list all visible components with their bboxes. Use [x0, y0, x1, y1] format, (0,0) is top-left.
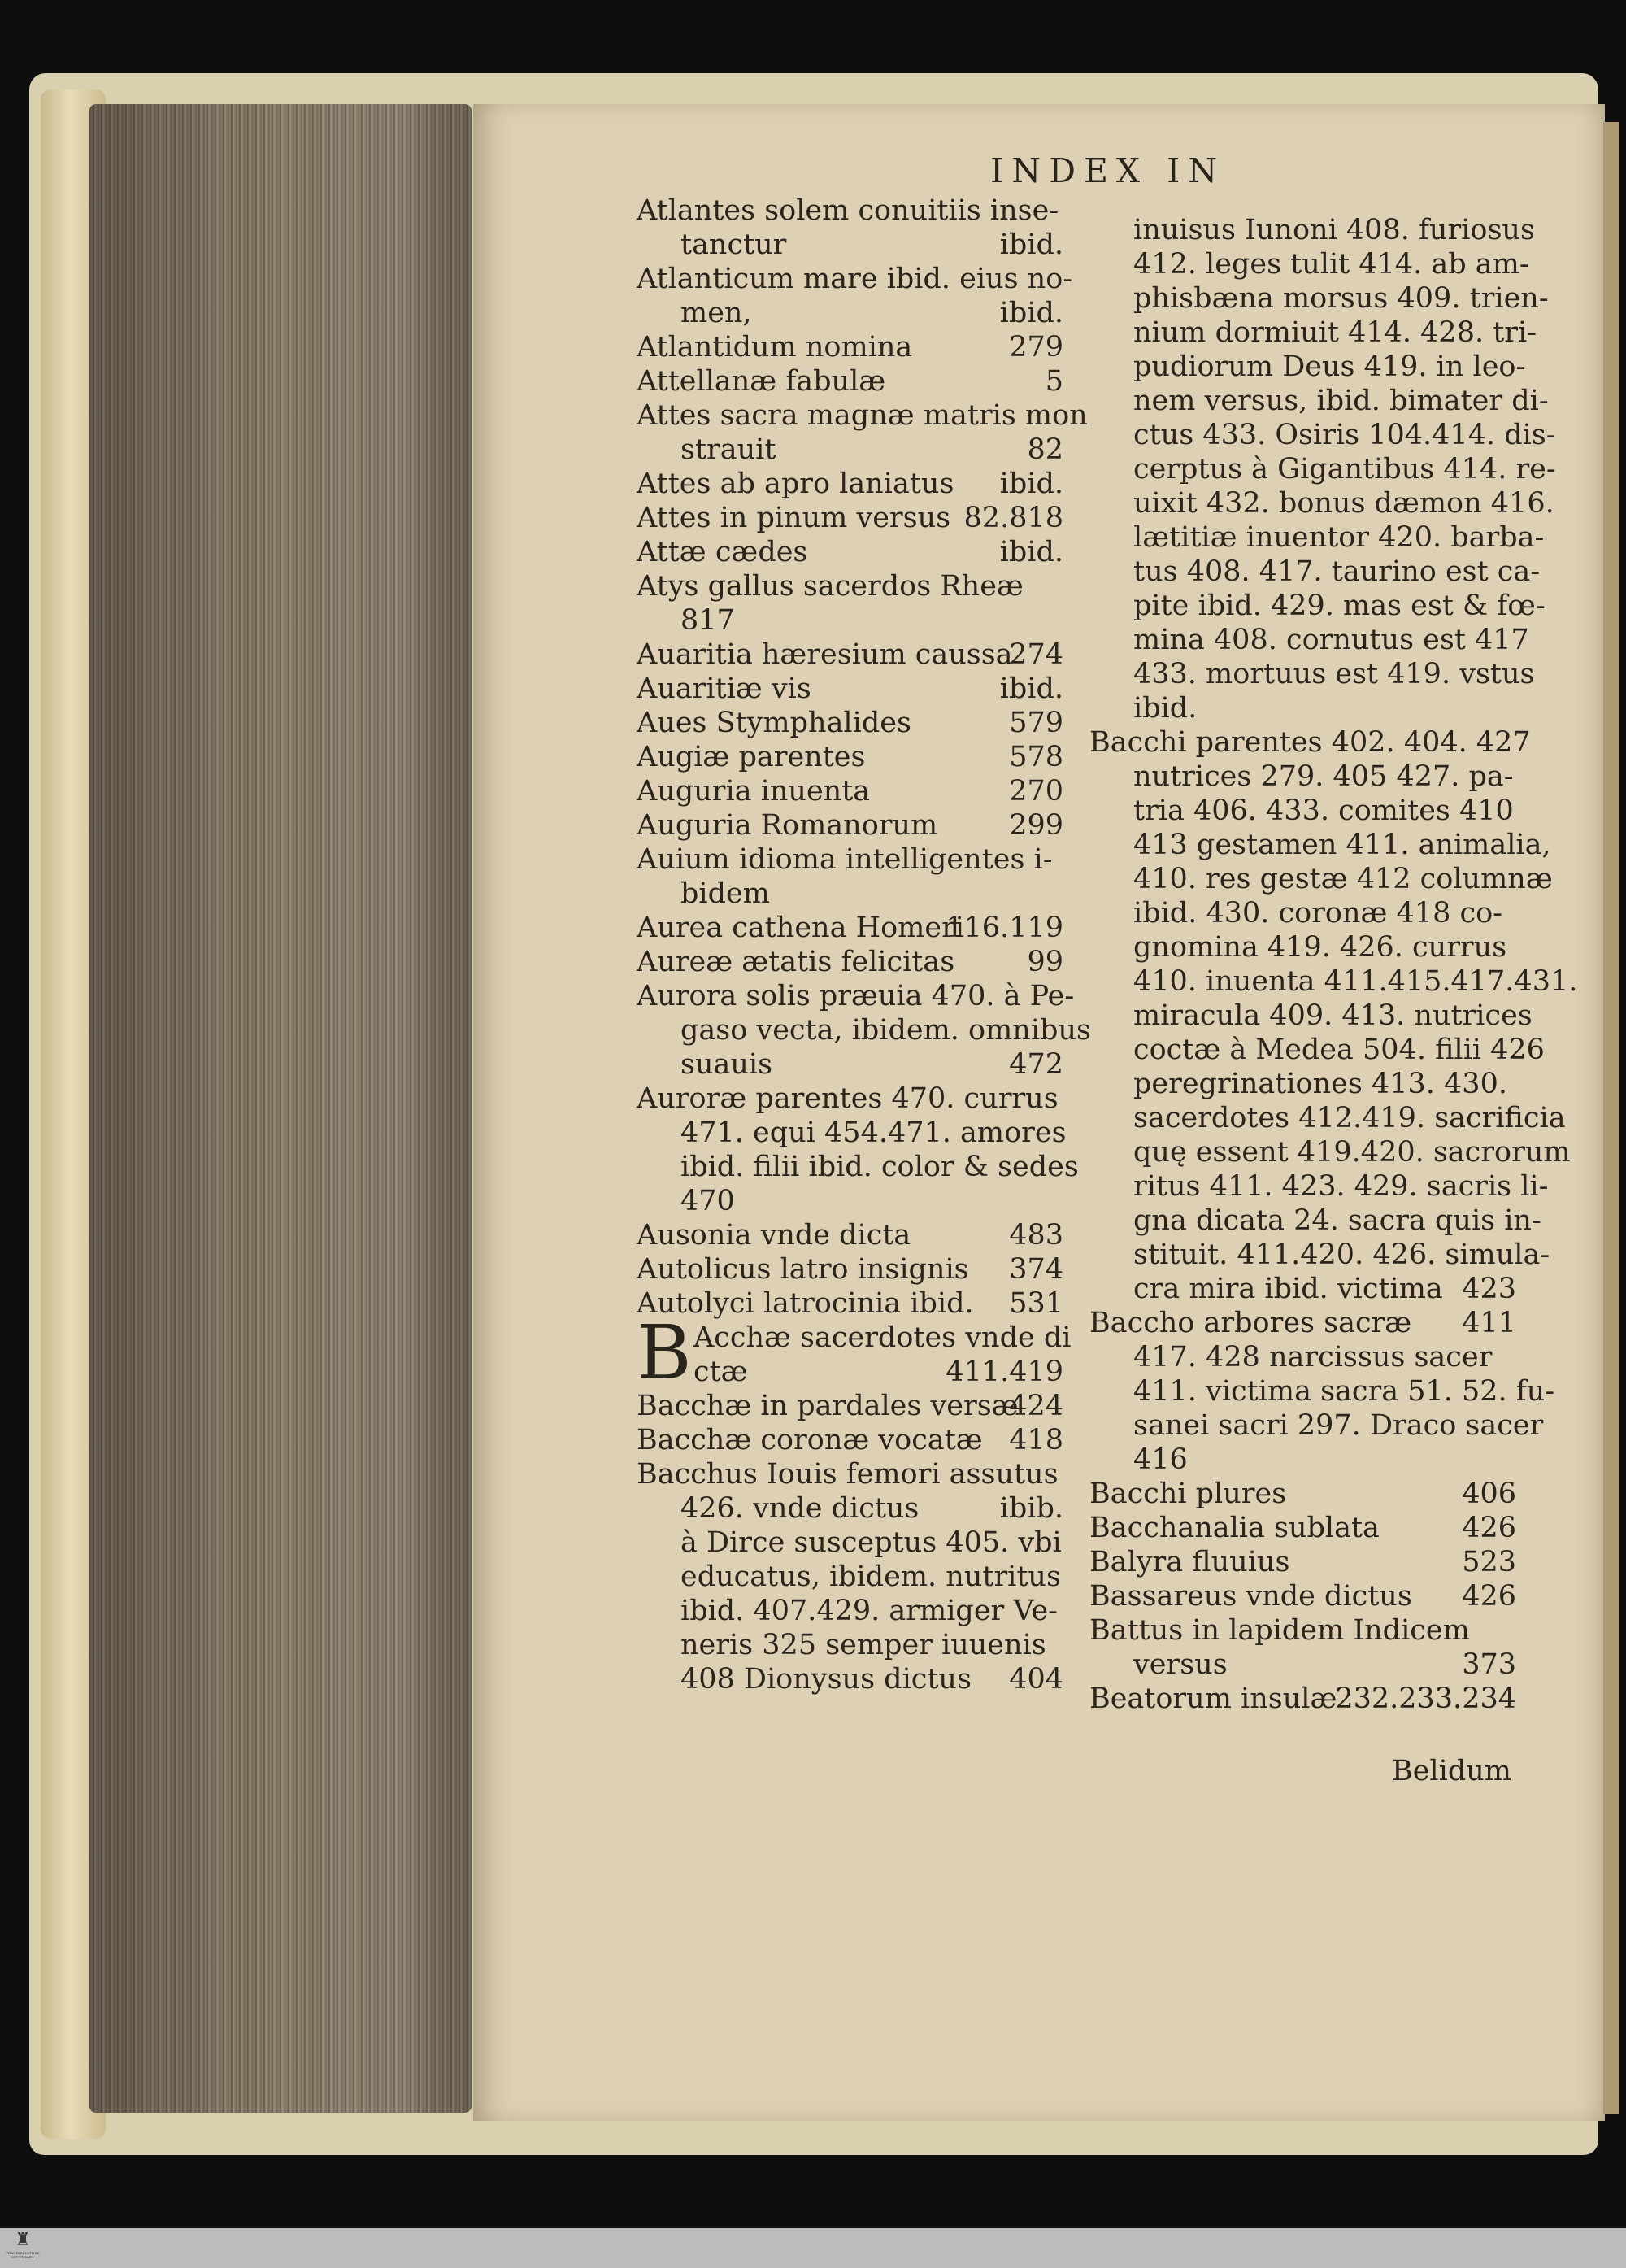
index-entry-text: Atlantes solem conuitiis inse- [637, 194, 1059, 227]
index-entry [637, 364, 1063, 398]
index-entry-text: stituit. 411.420. 426. simula- [1133, 1238, 1550, 1271]
index-entry-text: neris 325 semper iuuenis [680, 1629, 1046, 1661]
index-entry-page-ref: ibid. [999, 673, 1063, 705]
dropcap-entry [637, 1309, 1072, 1396]
index-entry-page-ref: 426 [1462, 1512, 1516, 1544]
index-entry-text: Auaritia hæresium caussa [637, 638, 1013, 671]
index-entry [637, 1594, 1063, 1628]
index-entry [637, 569, 1063, 603]
index-entry [637, 1082, 1063, 1116]
index-entry-page-ref: 418 [1009, 1424, 1063, 1456]
index-entry-text: miracula 409. 413. nutrices [1133, 999, 1533, 1032]
index-entry-text: Attæ cædes [637, 536, 808, 568]
index-entry-page-ref: 483 [1009, 1219, 1063, 1252]
index-entry [637, 740, 1063, 774]
index-entry-page-ref: 373 [1462, 1648, 1516, 1681]
index-entry-page-ref: 523 [1462, 1546, 1516, 1578]
index-entry-text: gna dicata 24. sacra quis in- [1133, 1204, 1541, 1237]
index-entry-text: Auroræ parentes 470. currus [637, 1082, 1059, 1115]
index-entry [637, 535, 1063, 569]
index-entry-text: Aurea cathena Homeri [637, 912, 964, 944]
index-entry [1089, 1272, 1516, 1306]
index-entry [1089, 418, 1556, 452]
index-entry-page-ref: 99 [1027, 946, 1063, 978]
index-entry [1089, 555, 1541, 589]
index-entry-text: 411. victima sacra 51. 52. fu- [1133, 1375, 1555, 1408]
index-entry-page-ref: 579 [1009, 707, 1063, 739]
index-entry [1089, 760, 1516, 794]
index-entry [637, 330, 1063, 364]
index-entry-text: Autolyci latrocinia ibid. [637, 1287, 974, 1320]
index-entry-text: Auaritiæ vis [637, 673, 811, 705]
index-entry-text: pudiorum Deus 419. in leo- [1133, 350, 1526, 383]
index-entry [1089, 1101, 1566, 1135]
index-entry-text: quę essent 419.420. sacrorum [1133, 1136, 1571, 1169]
index-entry [637, 1218, 1063, 1252]
index-entry-text: 426. vnde dictus [680, 1492, 920, 1525]
index-entry [1089, 1613, 1516, 1648]
index-entry-text: Bacchæ coronæ vocatæ [637, 1424, 983, 1456]
index-entry-text: inuisus Iunoni 408. furiosus [1133, 214, 1535, 246]
index-entry [637, 945, 1063, 979]
index-entry-page-ref: 82.818 [963, 502, 1063, 534]
index-entry [637, 1150, 1079, 1184]
index-entry [1089, 1238, 1550, 1272]
index-column-left [637, 194, 1091, 1696]
index-entry [1089, 1682, 1516, 1716]
index-entry [637, 194, 1063, 228]
index-entry-text: Attes in pinum versus [637, 502, 951, 534]
catchword: Belidum [1392, 1755, 1511, 1787]
index-entry [637, 979, 1075, 1013]
index-entry [1089, 623, 1529, 657]
index-entry-page-ref: 578 [1009, 741, 1063, 773]
index-entry [637, 638, 1063, 672]
index-entry-text: cra mira ibid. victima [1133, 1273, 1443, 1305]
dropcap-line-2-text: ctæ [693, 1356, 748, 1388]
index-entry [637, 1389, 1063, 1423]
index-entry-text: suauis [680, 1048, 773, 1081]
index-entry [1089, 213, 1535, 247]
index-entry [637, 1184, 1063, 1218]
index-entry [637, 1491, 1063, 1526]
index-entry-page-ref: ibid. [999, 536, 1063, 568]
index-entry-text: ibid. [1133, 692, 1198, 725]
index-entry-text: Bacchæ in pardales versæ [637, 1390, 1019, 1422]
index-entry-page-ref: 274 [1009, 638, 1063, 671]
index-entry-text: educatus, ibidem. nutritus [680, 1561, 1061, 1593]
index-entry-page-ref: ibid. [999, 297, 1063, 329]
page-block-shade [89, 104, 472, 2113]
index-entry-page-ref: ibid. [999, 468, 1063, 500]
index-entry-page-ref: 406 [1462, 1478, 1516, 1510]
index-entry-page-ref: ibid. [999, 229, 1063, 261]
index-entry-text: ctus 433. Osiris 104.414. dis- [1133, 419, 1556, 451]
index-entry-text: sacerdotes 412.419. sacrificia [1133, 1102, 1566, 1134]
index-entry [637, 1116, 1067, 1150]
index-entry-text: cerptus à Gigantibus 414. re- [1133, 453, 1556, 485]
index-entry-text: 413 gestamen 411. animalia, [1133, 829, 1551, 861]
index-entry-text: mina 408. cornutus est 417 [1133, 624, 1529, 656]
index-entry-page-ref: 299 [1009, 809, 1063, 842]
index-entry-text: 410. res gestæ 412 columnæ [1133, 863, 1553, 895]
index-entry [637, 1013, 1091, 1047]
index-entry-text: pite ibid. 429. mas est & fœ- [1133, 590, 1546, 622]
index-entry [1089, 1204, 1541, 1238]
index-entry-text: bidem [680, 877, 770, 910]
index-entry-text: Beatorum insulæ [1089, 1682, 1337, 1715]
index-entry-text: tus 408. 417. taurino est ca- [1133, 555, 1541, 588]
index-entry [1089, 657, 1535, 691]
index-column-right [1089, 213, 1578, 1716]
index-entry [1089, 1408, 1544, 1443]
library-logo-icon: ♜ [15, 2230, 31, 2250]
index-entry [637, 296, 1063, 330]
index-entry [637, 672, 1063, 706]
index-entry [637, 1423, 1063, 1457]
index-entry [1089, 1169, 1549, 1204]
index-entry-text: à Dirce susceptus 405. vbi [680, 1526, 1062, 1559]
index-entry [1089, 1477, 1516, 1511]
index-entry [637, 1628, 1063, 1662]
dropcap-line-2 [693, 1355, 1063, 1389]
index-entry-text: nium dormiuit 414. 428. tri- [1133, 316, 1537, 349]
index-entry [1089, 589, 1546, 623]
index-entry-page-ref: 404 [1009, 1663, 1063, 1696]
index-entry [1089, 350, 1526, 384]
index-entry-page-ref: 374 [1009, 1253, 1063, 1286]
index-entry [1089, 1067, 1516, 1101]
index-entry [637, 842, 1063, 877]
index-entry-page-ref: 531 [1009, 1287, 1063, 1320]
index-entries-left-after [637, 1389, 1063, 1696]
index-entry [637, 877, 1063, 911]
index-entry [637, 433, 1063, 467]
index-entry-text: Bacchi plures [1089, 1478, 1287, 1510]
index-entry-text: 412. leges tulit 414. ab am- [1133, 248, 1529, 281]
index-entry [637, 228, 1063, 262]
index-entry [1089, 1340, 1516, 1374]
index-entry [637, 1457, 1063, 1491]
index-entry-text: 417. 428 narcissus sacer [1133, 1341, 1493, 1373]
index-entry-text: Bassareus vnde dictus [1089, 1580, 1412, 1613]
index-entry [637, 501, 1063, 535]
index-entry [1089, 862, 1553, 896]
index-entry [637, 398, 1088, 433]
index-entry-text: peregrinationes 413. 430. [1133, 1068, 1507, 1100]
index-entry-text: ritus 411. 423. 429. sacris li- [1133, 1170, 1549, 1203]
index-entry-text: Baccho arbores sacræ [1089, 1307, 1412, 1339]
index-entry [1089, 794, 1516, 828]
index-entry [637, 1252, 1063, 1286]
index-entry [1089, 1306, 1516, 1340]
index-entry-text: Aues Stymphalides [637, 707, 911, 739]
index-entry-text: 471. equi 454.471. amores [680, 1117, 1067, 1149]
index-entry-text: phisbæna morsus 409. trien- [1133, 282, 1549, 315]
library-logo-text: TRAGBIBLIOTHEK STUTTGART [6, 2251, 40, 2259]
index-entry [1089, 999, 1533, 1033]
index-entry-text: 470 [680, 1185, 735, 1217]
index-entry [1089, 691, 1516, 725]
index-entry-text: Bacchi parentes 402. 404. 427 [1089, 726, 1531, 759]
index-entry-text: men, [680, 297, 752, 329]
dropcap-line-1: Acchæ sacerdotes vnde di [693, 1321, 1072, 1354]
index-entry-text: Attellanæ fabulæ [637, 365, 886, 398]
index-entry-text: Bacchus Iouis femori assutus [637, 1458, 1059, 1491]
index-entry [637, 603, 1063, 638]
index-entry [1089, 281, 1549, 316]
index-entry [1089, 964, 1578, 999]
index-entry-text: gnomina 419. 426. currus [1133, 931, 1507, 964]
index-entry-page-ref: 426 [1462, 1580, 1516, 1613]
index-entry-text: Atlanticum mare ibid. eius no- [637, 263, 1073, 295]
index-entry-page-ref: 411 [1462, 1307, 1516, 1339]
index-entry [637, 467, 1063, 501]
index-entry-text: Aureæ ætatis felicitas [637, 946, 955, 978]
index-entry-text: sanei sacri 297. Draco sacer [1133, 1409, 1544, 1442]
index-entry [637, 1560, 1063, 1594]
index-entry [1089, 725, 1531, 760]
index-entry [637, 1047, 1063, 1082]
index-entry-text: coctæ à Medea 504. filii 426 [1133, 1034, 1545, 1066]
index-entry [637, 262, 1073, 296]
index-entry [1089, 520, 1545, 555]
index-entry-text: Auguria Romanorum [637, 809, 938, 842]
drop-cap: B [637, 1309, 692, 1396]
index-entry-text: Atys gallus sacerdos Rheæ [637, 570, 1024, 603]
index-entry-page-ref: 279 [1009, 331, 1063, 363]
index-entry-text: 408 Dionysus dictus [680, 1663, 972, 1696]
index-entry-text: uixit 432. bonus dæmon 416. [1133, 487, 1554, 520]
index-entry-page-ref: 82 [1027, 433, 1063, 466]
index-entry-text: Balyra fluuius [1089, 1546, 1290, 1578]
index-entry-text: tria 406. 433. comites 410 [1133, 794, 1514, 827]
index-entry [637, 774, 1063, 808]
index-entry [637, 1662, 1063, 1696]
index-entry [1089, 1648, 1516, 1682]
index-entry-text: tanctur [680, 229, 787, 261]
index-entry-text: Augiæ parentes [637, 741, 866, 773]
index-entry [637, 808, 1063, 842]
index-entry-text: Aurora solis præuia 470. à Pe- [637, 980, 1075, 1012]
index-entry [637, 1286, 1063, 1321]
facing-page-edge [1603, 122, 1619, 2114]
index-entry [1089, 384, 1549, 418]
library-logo [5, 2230, 41, 2266]
index-entry [1089, 896, 1516, 930]
running-head: INDEX IN [990, 151, 1226, 190]
index-entry-text: 410. inuenta 411.415.417.431. [1133, 965, 1578, 998]
index-entry [1089, 247, 1529, 281]
index-entry-text: 433. mortuus est 419. vstus [1133, 658, 1535, 690]
index-entry [1089, 1135, 1571, 1169]
index-entry [637, 911, 1063, 945]
index-entry-text: Ausonia vnde dicta [637, 1219, 911, 1252]
index-entry [1089, 930, 1516, 964]
index-entry [1089, 828, 1551, 862]
index-entry-text: lætitiæ inuentor 420. barba- [1133, 521, 1545, 554]
index-entries-left [637, 194, 1091, 1321]
index-entry-text: nutrices 279. 405 427. pa- [1133, 760, 1514, 793]
index-entry-page-ref: 116.119 [946, 912, 1063, 944]
index-entry [1089, 1443, 1516, 1477]
index-entry-page-ref: ibib. [999, 1492, 1063, 1525]
index-entry-page-ref: 423 [1462, 1273, 1516, 1305]
dropcap-page-ref: 411.419 [946, 1356, 1063, 1388]
index-entry-text: Auguria inuenta [637, 775, 871, 808]
index-entry [1089, 1545, 1516, 1579]
index-entry-text: Bacchanalia sublata [1089, 1512, 1380, 1544]
viewer-bottom-bar [0, 2228, 1626, 2268]
index-entry-page-ref: 270 [1009, 775, 1063, 808]
index-entry-text: nem versus, ibid. bimater di- [1133, 385, 1549, 417]
index-entry-text: 416 [1133, 1443, 1188, 1476]
index-entry-text: Battus in lapidem Indicem [1089, 1614, 1470, 1647]
index-entry-text: strauit [680, 433, 776, 466]
index-entry [1089, 1511, 1516, 1545]
index-entry [1089, 1033, 1545, 1067]
index-entry-page-ref: 232.233.234 [1335, 1682, 1516, 1715]
index-entry-page-ref: 5 [1045, 365, 1063, 398]
index-entry-text: ibid. filii ibid. color & sedes [680, 1151, 1079, 1183]
index-entry-text: Attes ab apro laniatus [637, 468, 954, 500]
index-entry-text: 817 [680, 604, 735, 637]
index-entry [1089, 316, 1537, 350]
index-entry-text: Auium idioma intelligentes i- [637, 843, 1053, 876]
index-entry-text: gaso vecta, ibidem. omnibus [680, 1014, 1091, 1047]
index-entry [1089, 486, 1554, 520]
index-entry-text: ibid. 430. coronæ 418 co- [1133, 897, 1502, 929]
index-entry-text: Autolicus latro insignis [637, 1253, 969, 1286]
index-entry [637, 1526, 1063, 1560]
index-entry-text: versus [1133, 1648, 1228, 1681]
index-entry [1089, 1374, 1555, 1408]
index-entry-page-ref: 472 [1009, 1048, 1063, 1081]
index-entry-page-ref: 424 [1009, 1390, 1063, 1422]
index-entry [1089, 1579, 1516, 1613]
index-entry-text: Attes sacra magnæ matris mon [637, 399, 1088, 432]
index-entry-text: ibid. 407.429. armiger Ve- [680, 1595, 1058, 1627]
index-entry-text: Atlantidum nomina [637, 331, 913, 363]
index-entry [1089, 452, 1556, 486]
index-entries-right [1089, 213, 1578, 1716]
index-entry [637, 706, 1063, 740]
